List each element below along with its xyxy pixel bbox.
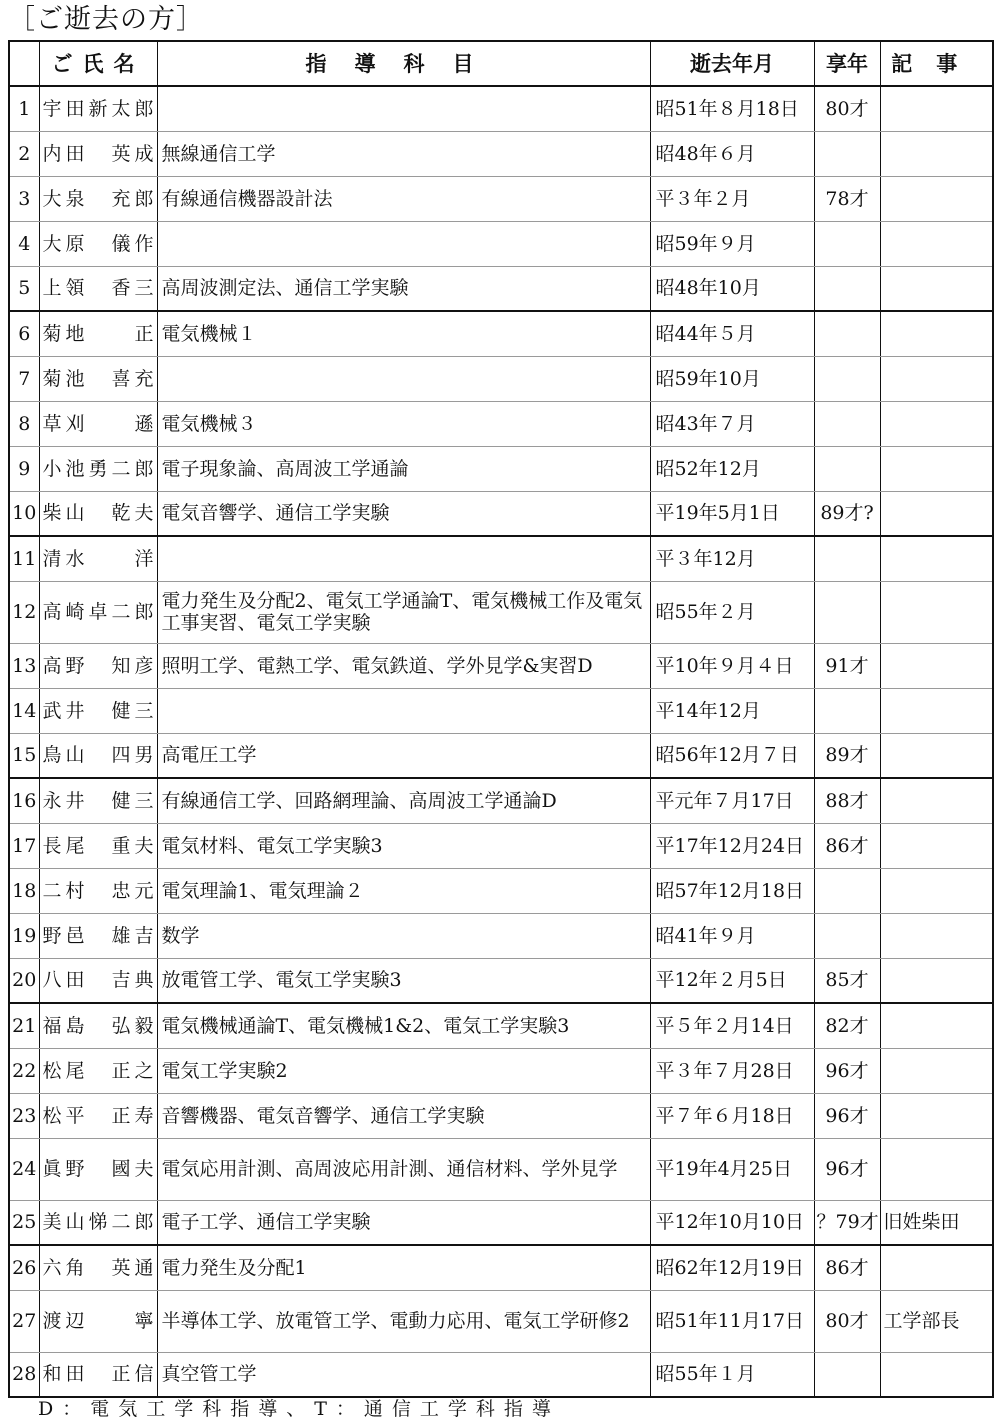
- table-row: [9, 536, 993, 581]
- subjects: 電力発生及分配1: [157, 1245, 650, 1290]
- subjects: 電気材料、電気工学実験3: [157, 823, 650, 868]
- subjects: 電子現象論、高周波工学通論: [157, 446, 650, 491]
- person-name: 松尾 正之: [39, 1048, 157, 1093]
- death-date: 昭44年５月: [650, 311, 814, 356]
- row-number: 11: [9, 536, 39, 581]
- row-number: 17: [9, 823, 39, 868]
- row-number: 26: [9, 1245, 39, 1290]
- age-at-death: [814, 356, 880, 401]
- row-number: 16: [9, 778, 39, 823]
- table-row: [9, 1352, 993, 1397]
- deceased-roster-table: [8, 40, 994, 1398]
- person-name: 二村 忠元: [39, 868, 157, 913]
- person-name: 美山悌二郎: [39, 1200, 157, 1245]
- age-at-death: [814, 446, 880, 491]
- table-row: [9, 1048, 993, 1093]
- age-at-death: 91才: [814, 643, 880, 688]
- subjects: 電気機械通論T、電気機械1&2、電気工学実験3: [157, 1003, 650, 1048]
- header-row: [9, 41, 993, 86]
- header-no: [9, 41, 39, 86]
- notes: [880, 536, 993, 581]
- row-number: 22: [9, 1048, 39, 1093]
- age-at-death: 96才: [814, 1138, 880, 1200]
- person-name: 眞野 國夫: [39, 1138, 157, 1200]
- person-name: 内田 英成: [39, 131, 157, 176]
- subjects: 電気機械１: [157, 311, 650, 356]
- death-date: 平12年10月10日: [650, 1200, 814, 1245]
- death-date: 昭41年９月: [650, 913, 814, 958]
- notes: [880, 958, 993, 1003]
- age-at-death: [814, 311, 880, 356]
- subjects: 電気応用計測、高周波応用計測、通信材料、学外見学: [157, 1138, 650, 1200]
- notes: [880, 356, 993, 401]
- death-date: 平17年12月24日: [650, 823, 814, 868]
- notes: [880, 86, 993, 131]
- row-number: 4: [9, 221, 39, 266]
- person-name: 八田 吉典: [39, 958, 157, 1003]
- page-title: ［ご逝去の方］: [8, 4, 204, 35]
- death-date: 昭48年10月: [650, 266, 814, 311]
- table-row: [9, 1138, 993, 1200]
- age-at-death: 78才: [814, 176, 880, 221]
- person-name: 武井 健三: [39, 688, 157, 733]
- subjects: [157, 356, 650, 401]
- table-row: [9, 581, 993, 643]
- death-date: 昭59年10月: [650, 356, 814, 401]
- row-number: 5: [9, 266, 39, 311]
- age-at-death: 86才: [814, 1245, 880, 1290]
- age-at-death: 88才: [814, 778, 880, 823]
- table-row: [9, 1290, 993, 1352]
- age-at-death: 96才: [814, 1048, 880, 1093]
- subjects: 電気工学実験2: [157, 1048, 650, 1093]
- death-date: 平７年６月18日: [650, 1093, 814, 1138]
- row-number: 2: [9, 131, 39, 176]
- subjects: 電気理論1、電気理論２: [157, 868, 650, 913]
- age-at-death: 82才: [814, 1003, 880, 1048]
- subjects: 電気機械３: [157, 401, 650, 446]
- subjects: [157, 86, 650, 131]
- row-number: 12: [9, 581, 39, 643]
- row-number: 24: [9, 1138, 39, 1200]
- age-at-death: [814, 401, 880, 446]
- table-row: [9, 688, 993, 733]
- row-number: 1: [9, 86, 39, 131]
- notes: [880, 1093, 993, 1138]
- notes: [880, 221, 993, 266]
- table-row: [9, 778, 993, 823]
- subjects: 音響機器、電気音響学、通信工学実験: [157, 1093, 650, 1138]
- person-name: 小池勇二郎: [39, 446, 157, 491]
- age-at-death: 85才: [814, 958, 880, 1003]
- person-name: 菊地 正: [39, 311, 157, 356]
- table-row: [9, 446, 993, 491]
- age-at-death: [814, 266, 880, 311]
- death-date: 昭55年１月: [650, 1352, 814, 1397]
- age-at-death: 80才: [814, 86, 880, 131]
- table-row: [9, 823, 993, 868]
- notes: [880, 688, 993, 733]
- table-row: [9, 311, 993, 356]
- row-number: 20: [9, 958, 39, 1003]
- age-at-death: 96才: [814, 1093, 880, 1138]
- notes: [880, 1048, 993, 1093]
- death-date: 平５年２月14日: [650, 1003, 814, 1048]
- row-number: 27: [9, 1290, 39, 1352]
- table-row: [9, 913, 993, 958]
- subjects: 数学: [157, 913, 650, 958]
- notes: [880, 401, 993, 446]
- row-number: 7: [9, 356, 39, 401]
- notes: [880, 733, 993, 778]
- age-at-death: [814, 1352, 880, 1397]
- person-name: 鳥山 四男: [39, 733, 157, 778]
- age-at-death: [814, 536, 880, 581]
- row-number: 14: [9, 688, 39, 733]
- age-at-death: [814, 221, 880, 266]
- notes: [880, 581, 993, 643]
- table-row: [9, 131, 993, 176]
- header-subjects: 指導科目: [157, 41, 650, 86]
- subjects: [157, 688, 650, 733]
- notes: [880, 643, 993, 688]
- death-date: 平元年７月17日: [650, 778, 814, 823]
- death-date: 昭57年12月18日: [650, 868, 814, 913]
- table-row: [9, 868, 993, 913]
- notes: [880, 311, 993, 356]
- row-number: 9: [9, 446, 39, 491]
- age-at-death: 89才: [814, 733, 880, 778]
- subjects: 有線通信機器設計法: [157, 176, 650, 221]
- person-name: 草刈 遜: [39, 401, 157, 446]
- age-at-death: 80才: [814, 1290, 880, 1352]
- notes: [880, 491, 993, 536]
- table-row: [9, 643, 993, 688]
- table-row: [9, 86, 993, 131]
- age-at-death: ？79才: [814, 1200, 880, 1245]
- notes: [880, 1003, 993, 1048]
- person-name: 野邑 雄吉: [39, 913, 157, 958]
- person-name: 宇田新太郎: [39, 86, 157, 131]
- row-number: 10: [9, 491, 39, 536]
- notes: [880, 176, 993, 221]
- notes: [880, 446, 993, 491]
- subjects: 無線通信工学: [157, 131, 650, 176]
- header-date: 逝去年月: [650, 41, 814, 86]
- header-notes: 記事: [880, 41, 993, 86]
- subjects: 照明工学、電熱工学、電気鉄道、学外見学&実習D: [157, 643, 650, 688]
- notes: [880, 778, 993, 823]
- table-row: [9, 401, 993, 446]
- header-name: ご氏名: [39, 41, 157, 86]
- death-date: 昭52年12月: [650, 446, 814, 491]
- notes: 工学部長: [880, 1290, 993, 1352]
- age-at-death: 86才: [814, 823, 880, 868]
- row-number: 13: [9, 643, 39, 688]
- age-at-death: [814, 913, 880, 958]
- row-number: 15: [9, 733, 39, 778]
- death-date: 昭62年12月19日: [650, 1245, 814, 1290]
- row-number: 3: [9, 176, 39, 221]
- header-age: 享年: [814, 41, 880, 86]
- person-name: 和田 正信: [39, 1352, 157, 1397]
- death-date: 平10年９月４日: [650, 643, 814, 688]
- death-date: 昭43年７月: [650, 401, 814, 446]
- notes: [880, 131, 993, 176]
- table-row: [9, 1245, 993, 1290]
- table-row: [9, 221, 993, 266]
- person-name: 六角 英通: [39, 1245, 157, 1290]
- notes: [880, 823, 993, 868]
- person-name: 渡辺 寧: [39, 1290, 157, 1352]
- subjects: 高電圧工学: [157, 733, 650, 778]
- subjects: 真空管工学: [157, 1352, 650, 1397]
- death-date: 平14年12月: [650, 688, 814, 733]
- subjects: 高周波測定法、通信工学実験: [157, 266, 650, 311]
- row-number: 21: [9, 1003, 39, 1048]
- row-number: 18: [9, 868, 39, 913]
- table-row: [9, 1200, 993, 1245]
- death-date: 昭59年９月: [650, 221, 814, 266]
- subjects: [157, 536, 650, 581]
- death-date: 平３年２月: [650, 176, 814, 221]
- row-number: 23: [9, 1093, 39, 1138]
- subjects: 電気音響学、通信工学実験: [157, 491, 650, 536]
- person-name: 高崎卓二郎: [39, 581, 157, 643]
- death-date: 平19年4月25日: [650, 1138, 814, 1200]
- roster-body: [9, 86, 993, 1397]
- death-date: 平12年２月5日: [650, 958, 814, 1003]
- age-at-death: 89才?: [814, 491, 880, 536]
- death-date: 平19年5月1日: [650, 491, 814, 536]
- age-at-death: [814, 868, 880, 913]
- person-name: 大原 儀作: [39, 221, 157, 266]
- death-date: 平３年７月28日: [650, 1048, 814, 1093]
- table-row: [9, 1003, 993, 1048]
- age-at-death: [814, 581, 880, 643]
- table-row: [9, 266, 993, 311]
- subjects: 有線通信工学、回路網理論、高周波工学通論D: [157, 778, 650, 823]
- death-date: 平３年12月: [650, 536, 814, 581]
- age-at-death: [814, 688, 880, 733]
- notes: [880, 1138, 993, 1200]
- person-name: 松平 正寿: [39, 1093, 157, 1138]
- footnote: D：電気工学科指導、T：通信工学科指導: [38, 1398, 560, 1420]
- person-name: 永井 健三: [39, 778, 157, 823]
- table-row: [9, 356, 993, 401]
- subjects: 放電管工学、電気工学実験3: [157, 958, 650, 1003]
- subjects: [157, 221, 650, 266]
- person-name: 菊池 喜充: [39, 356, 157, 401]
- death-date: 昭55年２月: [650, 581, 814, 643]
- person-name: 長尾 重夫: [39, 823, 157, 868]
- death-date: 昭51年８月18日: [650, 86, 814, 131]
- table-row: [9, 176, 993, 221]
- notes: [880, 913, 993, 958]
- person-name: 福島 弘毅: [39, 1003, 157, 1048]
- person-name: 上領 香三: [39, 266, 157, 311]
- age-at-death: [814, 131, 880, 176]
- notes: 旧姓柴田: [880, 1200, 993, 1245]
- table-row: [9, 733, 993, 778]
- table-row: [9, 958, 993, 1003]
- subjects: 半導体工学、放電管工学、電動力応用、電気工学研修2: [157, 1290, 650, 1352]
- table-row: [9, 1093, 993, 1138]
- row-number: 6: [9, 311, 39, 356]
- row-number: 25: [9, 1200, 39, 1245]
- person-name: 高野 知彦: [39, 643, 157, 688]
- notes: [880, 266, 993, 311]
- notes: [880, 868, 993, 913]
- person-name: 大泉 充郎: [39, 176, 157, 221]
- subjects: 電力発生及分配2、電気工学通論T、電気機械工作及電気工事実習、電気工学実験: [157, 581, 650, 643]
- row-number: 8: [9, 401, 39, 446]
- death-date: 昭48年６月: [650, 131, 814, 176]
- row-number: 19: [9, 913, 39, 958]
- row-number: 28: [9, 1352, 39, 1397]
- notes: [880, 1352, 993, 1397]
- subjects: 電子工学、通信工学実験: [157, 1200, 650, 1245]
- notes: [880, 1245, 993, 1290]
- death-date: 昭56年12月７日: [650, 733, 814, 778]
- person-name: 清水 洋: [39, 536, 157, 581]
- table-row: [9, 491, 993, 536]
- person-name: 柴山 乾夫: [39, 491, 157, 536]
- death-date: 昭51年11月17日: [650, 1290, 814, 1352]
